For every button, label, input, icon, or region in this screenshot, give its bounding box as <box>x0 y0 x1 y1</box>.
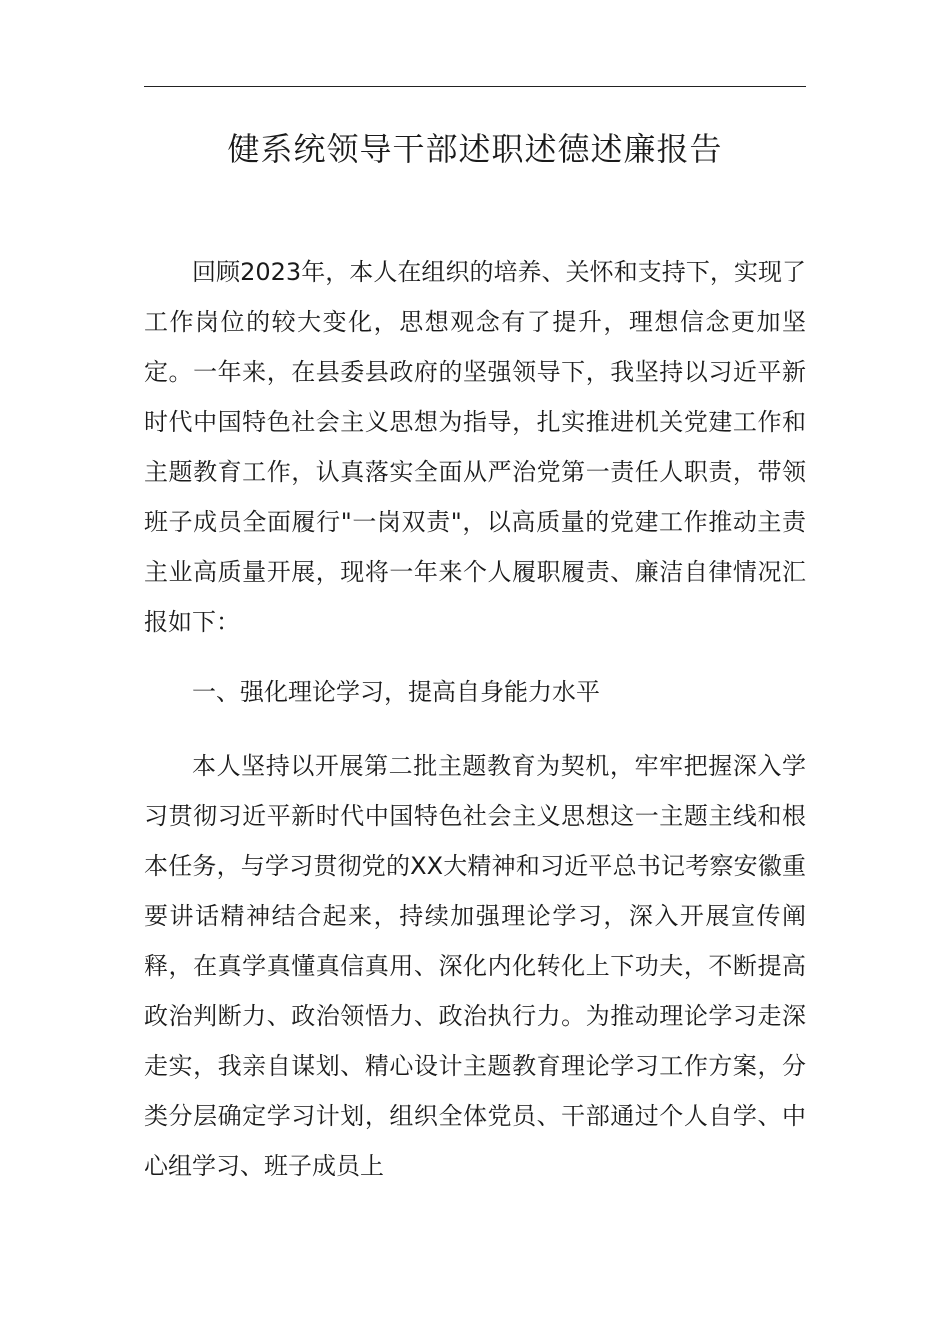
paragraph-intro: 回顾2023年，本人在组织的培养、关怀和支持下，实现了工作岗位的较大变化，思想观念有了提升，理想信念更加坚定。一年来，在县委县政府的坚强领导下，我坚持以习近平新时代中国特色社会主义思想为指导，扎实推进机关党建工作和主题教育工作，认真落实全面从严治党第一责任人职责，带领班子成员全面履行"一岗双责"，以高质量的党建工作推动主责主业高质量开展，现将一年来个人履职履责、廉洁自律情况汇报如下： <box>144 258 806 636</box>
section-heading: 一、强化理论学习，提高自身能力水平 <box>192 678 600 706</box>
document-title: 健系统领导干部述职述德述廉报告 <box>227 130 723 168</box>
paragraph-section-1: 本人坚持以开展第二批主题教育为契机，牢牢把握深入学习贯彻习近平新时代中国特色社会主义思想这一主题主线和根本任务，与学习贯彻党的XX大精神和习近平总书记考察安徽重要讲话精神结合起来，持续加强理论学习，深入开展宣传阐释，在真学真懂真信真用、深化内化转化上下功夫，不断提高政治判断力、政治领悟力、政治执行力。为推动理论学习走深走实，我亲自谋划、精心设计主题教育理论学习工作方案，分类分层确定学习计划，组织全体党员、干部通过个人自学、中心组学习、班子成员上 <box>144 752 806 1180</box>
header-rule <box>144 86 806 87</box>
